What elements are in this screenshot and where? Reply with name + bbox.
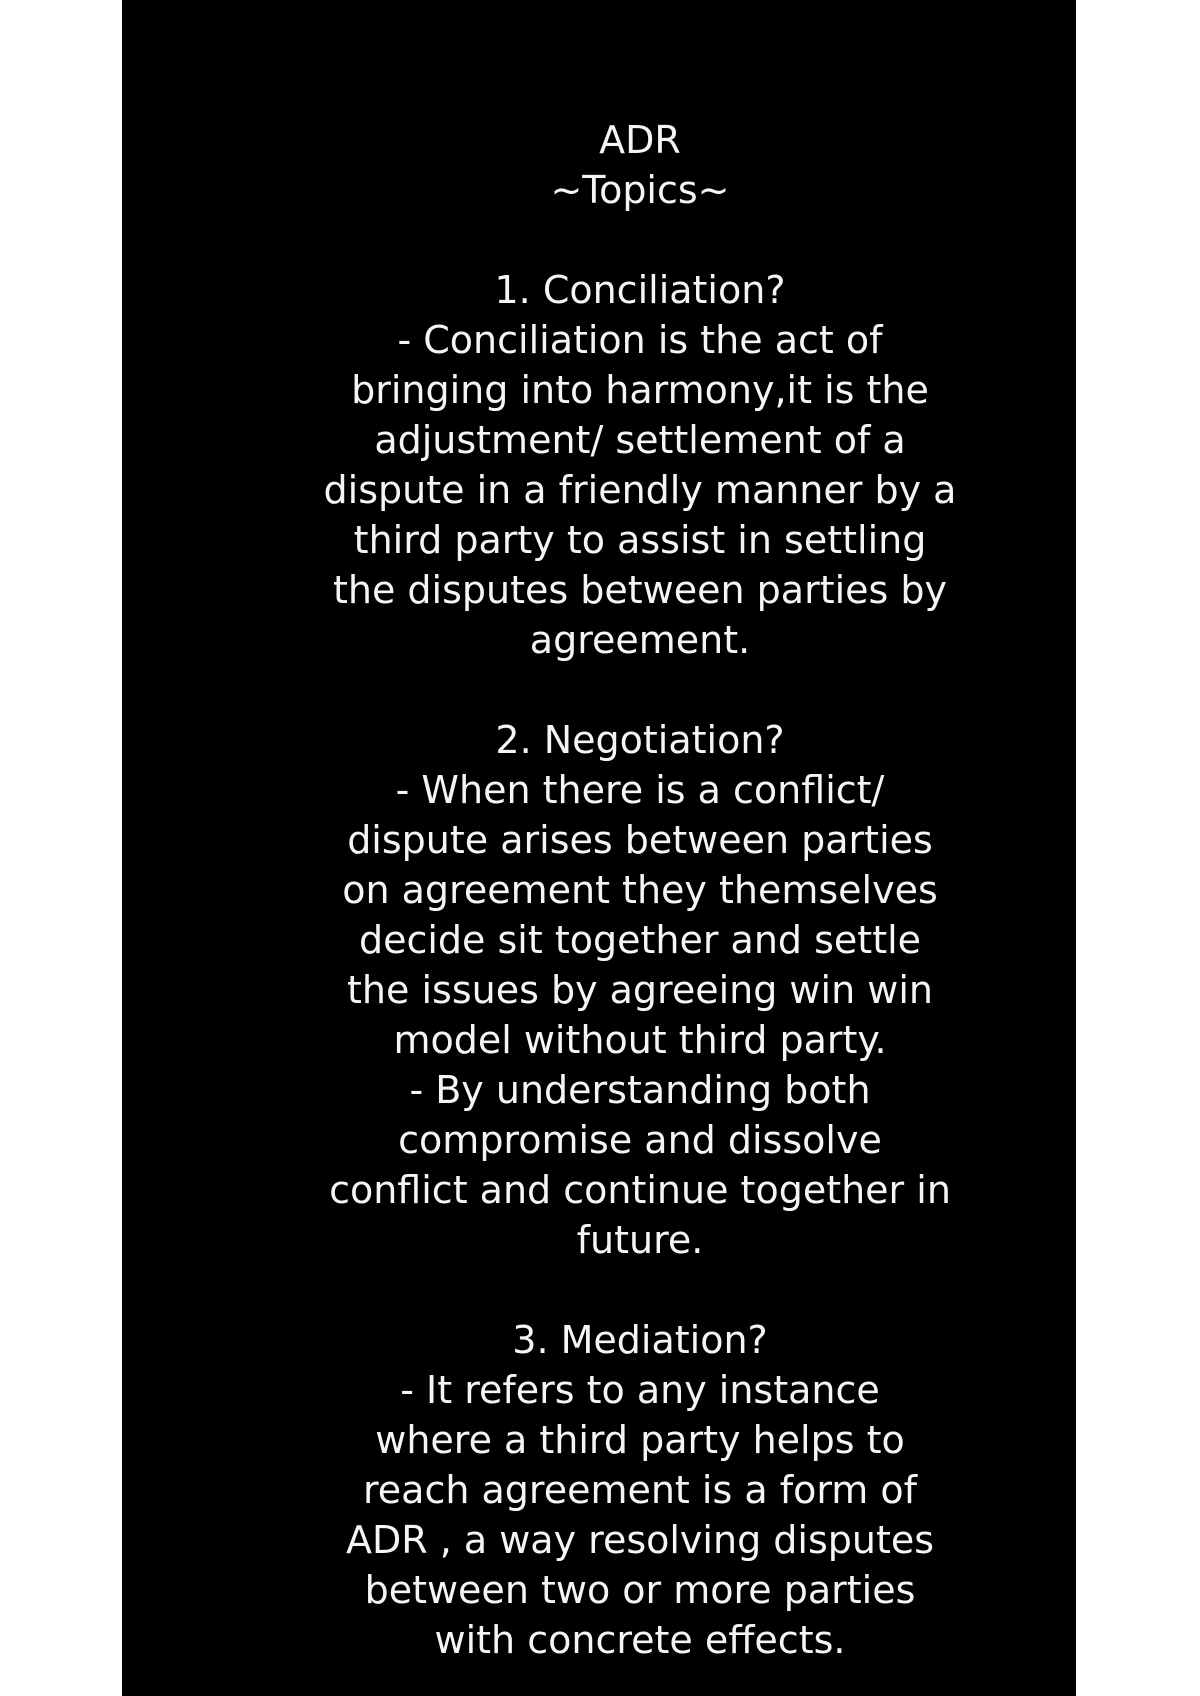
section-line: dispute in a friendly manner by a [323, 468, 957, 512]
section-heading: 1. Conciliation? [494, 268, 786, 312]
section-line: - It refers to any instance [400, 1368, 880, 1412]
section-line: the disputes between parties by [332, 568, 948, 612]
section-line: adjustment/ settlement of a [374, 418, 906, 462]
note-text [242, 115, 1038, 1665]
section-mediation [242, 1315, 1038, 1665]
section-line: conflict and continue together in [329, 1168, 951, 1212]
section-line: between two or more parties [364, 1568, 916, 1612]
section-negotiation [242, 715, 1038, 1265]
section-line: compromise and dissolve [398, 1118, 882, 1162]
section-line: - By understanding both [409, 1068, 871, 1112]
section-line: the issues by agreeing win win [347, 968, 933, 1012]
section-line: on agreement they themselves [342, 868, 938, 912]
section-line: decide sit together and settle [358, 918, 922, 962]
title-block [242, 115, 1038, 215]
section-line: future. [576, 1218, 704, 1262]
section-conciliation [242, 265, 1038, 665]
section-line: - Conciliation is the act of [397, 318, 883, 362]
section-line: with concrete effects. [434, 1618, 846, 1662]
section-line: dispute arises between parties [347, 818, 933, 862]
section-line: third party to assist in settling [353, 518, 927, 562]
note-title: ADR [599, 118, 681, 162]
section-line: - When there is a conflict/ [395, 768, 885, 812]
note-subtitle: ~Topics~ [550, 168, 730, 212]
section-line: reach agreement is a form of [362, 1468, 918, 1512]
section-line: ADR , a way resolving disputes [345, 1518, 935, 1562]
section-line: agreement. [529, 618, 751, 662]
section-line: model without third party. [393, 1018, 887, 1062]
section-line: where a third party helps to [375, 1418, 905, 1462]
section-line: bringing into harmony,it is the [351, 368, 929, 412]
section-heading: 2. Negotiation? [495, 718, 785, 762]
note-card [122, 0, 1076, 1696]
section-heading: 3. Mediation? [512, 1318, 768, 1362]
